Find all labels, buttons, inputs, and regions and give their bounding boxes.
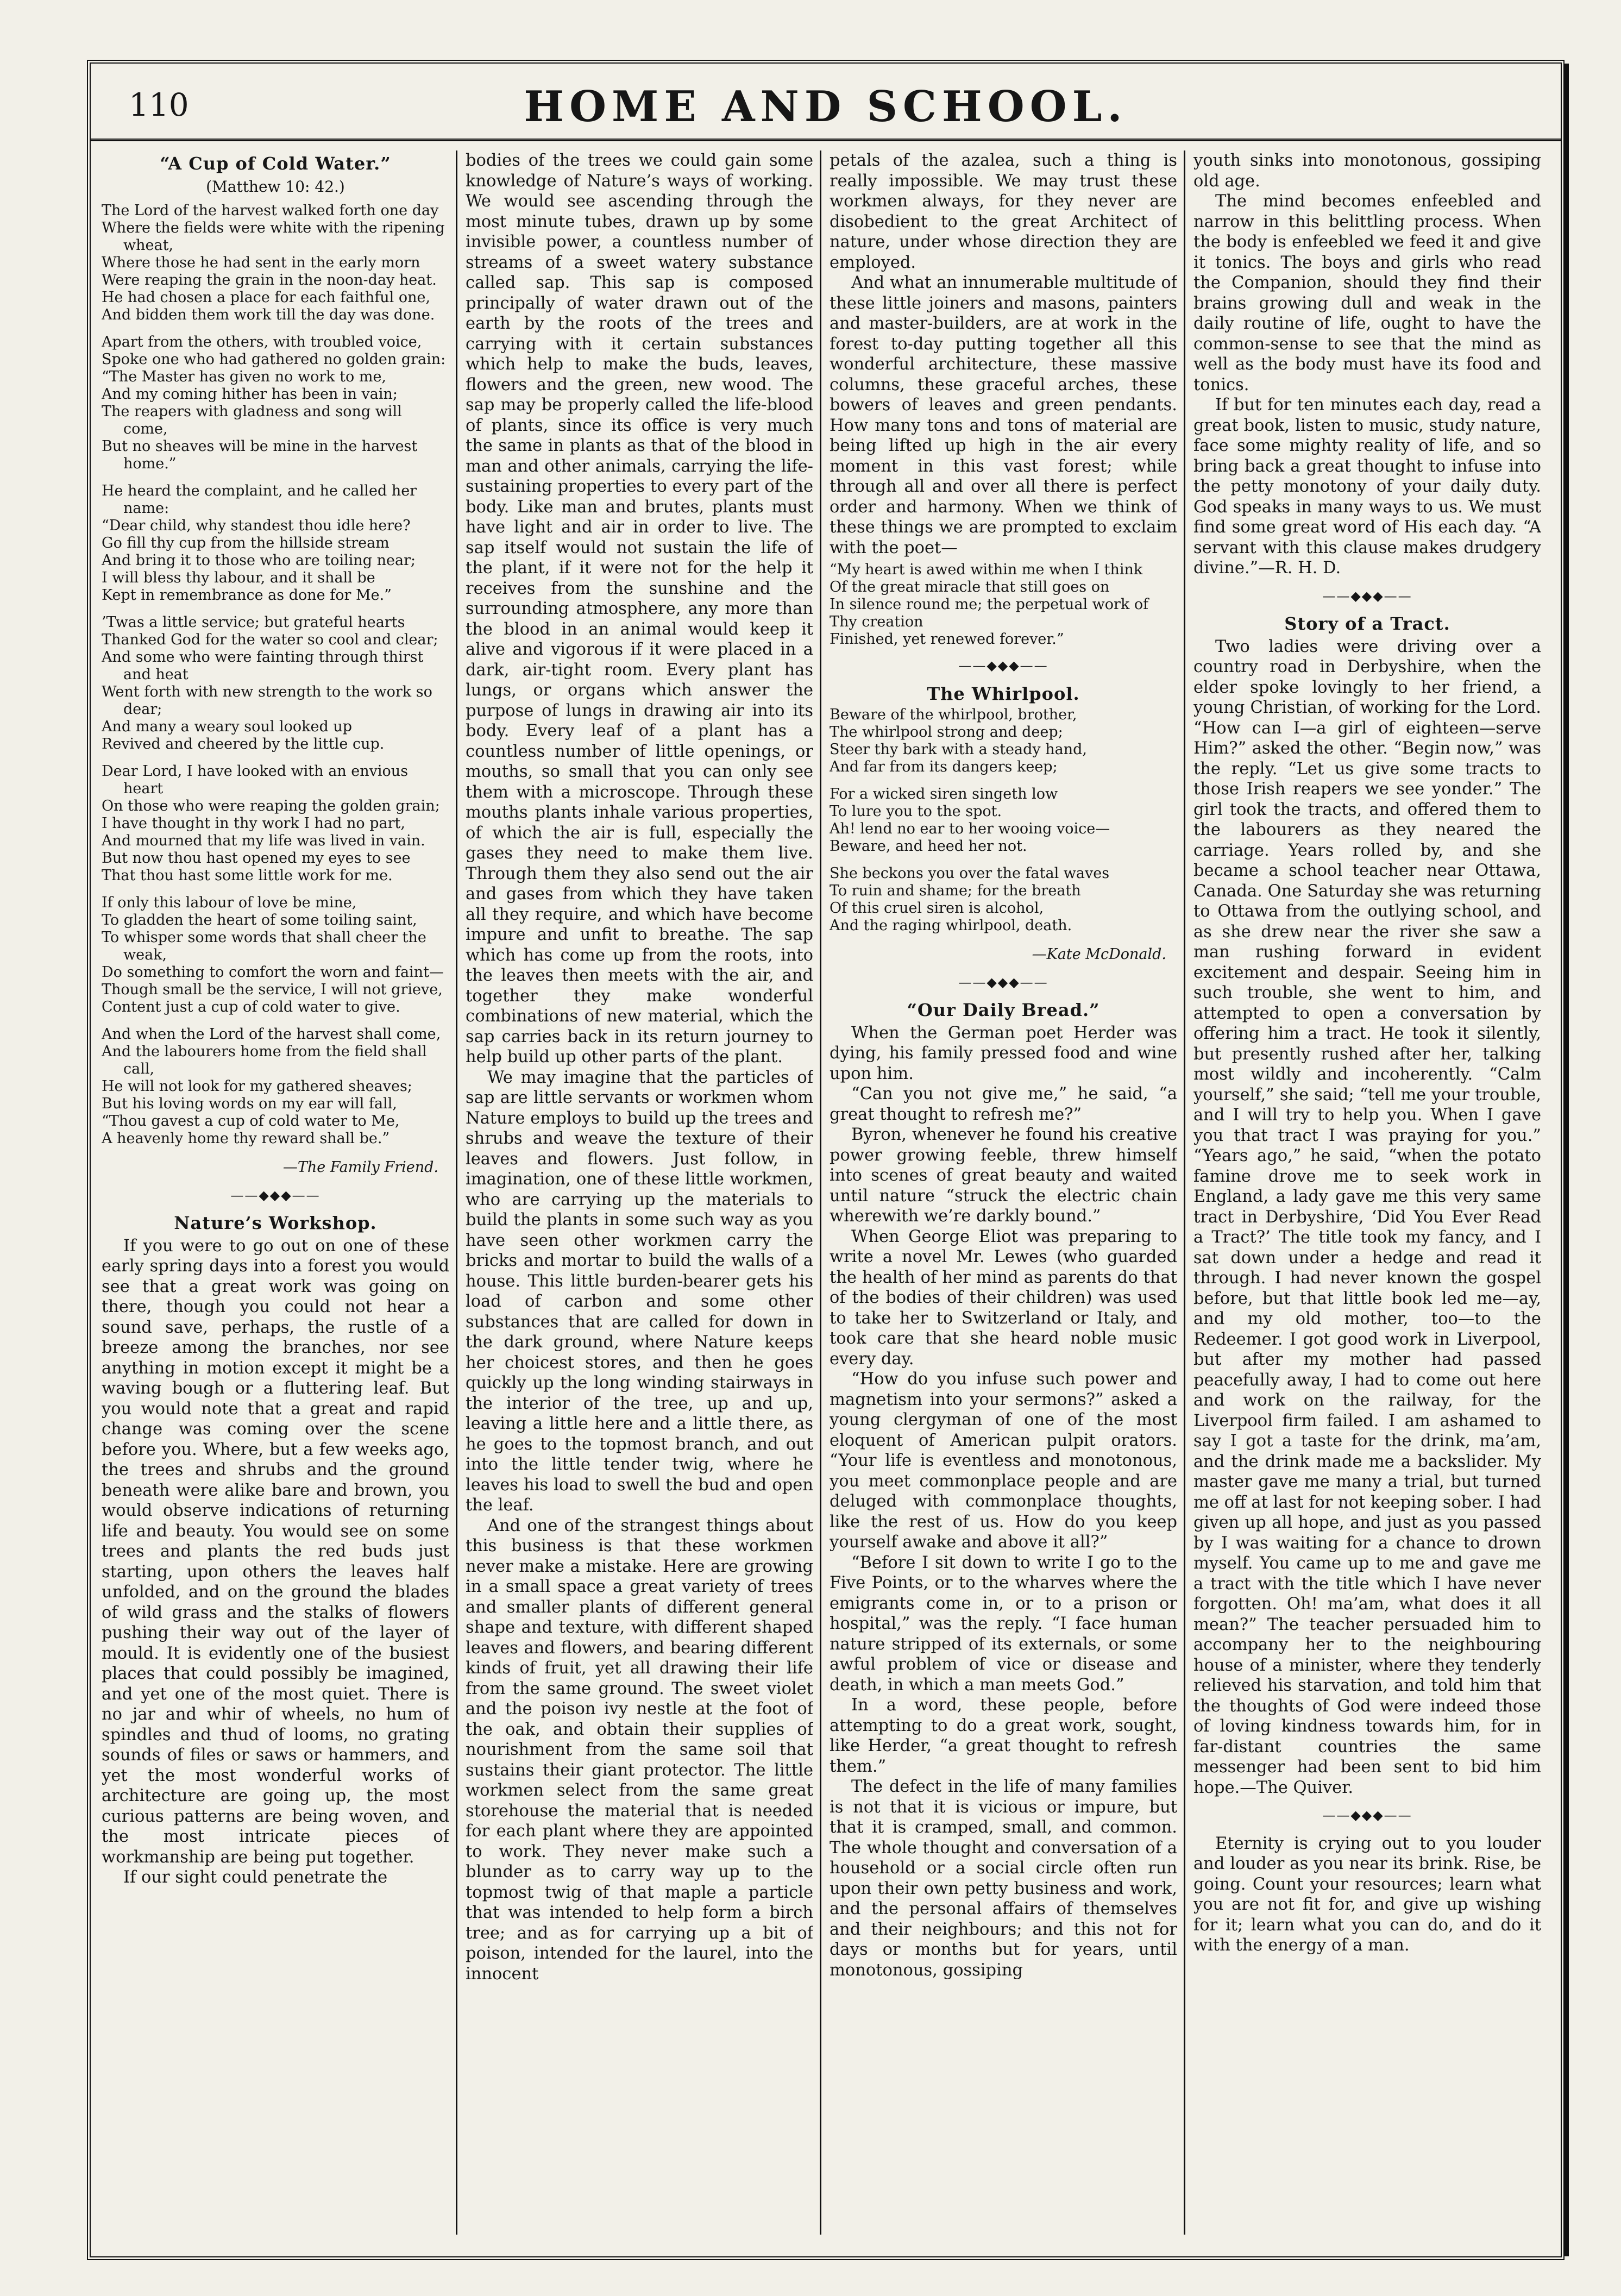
poem-stanza [102, 202, 449, 324]
poem-line: Thanked God for the water so cool and clear; [102, 631, 438, 648]
poem-stanza [830, 706, 1177, 776]
poem-stanza [830, 786, 1177, 855]
section-divider: ——◆◆◆—— [1322, 588, 1412, 604]
poem-line: “The Master has given no work to me, [102, 368, 387, 385]
poem-line: Dear Lord, I have looked with an envious heart [102, 763, 409, 797]
column-rule [1184, 150, 1185, 2235]
poem-line: On those who were reaping the golden grain; [102, 798, 440, 814]
poem-line: Were reaping the grain in the noon-day heat. [102, 272, 437, 288]
article-paragraph: When George Eliot was preparing to write a novel Mr. Lewes (who guarded the health of her mind as parents do that of the bodies of their children) was used to take her to Switzerland or Italy, and took care that she heard noble music every day. [830, 1227, 1177, 1369]
adjacent-page-edge [1565, 64, 1585, 2256]
article-paragraph: We may imagine that the particles of sap are little servants or workmen whom Nature employs to build up the trees and shrubs and weave the texture of their leaves and flowers. Just follow, in imagination, one of these little workmen, who are carrying up the materials to build the plants in some such way as you have seen other workmen carry the bricks and mortar to build the walls of a house. This little burden-bearer gets his load of carbon and some other substances that are called for down in the dark ground, where Nature keeps her choicest stores, and then he goes quickly up the long winding stairways in the interior of the tree, up and up, leaving a little here and a little there, as he goes to the topmost branch, and out into the little tender twig, where he leaves his load to swell the bud and open the leaf. [466, 1068, 813, 1515]
section-divider: ——◆◆◆—— [230, 1187, 321, 1203]
poem-title: “A Cup of Cold Water.” [160, 153, 391, 174]
poem-line: She beckons you over the fatal waves [830, 865, 1110, 882]
article-paragraph: youth sinks into monotonous, gossiping old age. [1193, 151, 1541, 191]
quote-line: In silence round me; the perpetual work of [830, 596, 1149, 613]
article-body [830, 1023, 1177, 1981]
poem-line: Ah! lend no ear to her wooing voice— [830, 820, 1110, 837]
article-paragraph: Byron, whenever he found his creative power growing feeble, threw himself into scenes of great beauty and waited until nature “struck the electric chain wherewith we’re darkly bound.” [830, 1125, 1177, 1226]
column-rule [820, 150, 821, 2235]
poem-line: If only this labour of love be mine, [102, 894, 357, 911]
poem-line: And some who were fainting through thirst and heat [102, 649, 424, 683]
poem-line: And bidden them work till the day was done. [102, 306, 435, 323]
poem-line: Though small be the service, I will not grieve, [102, 981, 443, 998]
poem-line: And far from its dangers keep; [830, 758, 1058, 775]
poem-stanza [102, 894, 449, 1016]
poem-line: Steer thy bark with a steady hand, [830, 741, 1087, 758]
poem-stanza [830, 865, 1177, 934]
poem-stanza [102, 614, 449, 753]
article-paragraph: bodies of the trees we could gain some knowledge of Nature’s ways of working. We would see ascending through the most minute tubes, drawn up by some invisible power, a countless number of streams of a sweet watery substance called sap. This sap is composed principally of water drawn out of the earth by the roots of the trees and carrying with it certain substances which help to make the buds, leaves, flowers and the green, new wood. The sap may be properly called the life-blood of plants, since its office is very much the same in plants as that of the blood in man and other animals, carrying the life-sustaining properties to every part of the body. Like man and brutes, plants must have light and air in order to live. The sap itself would not sustain the life of the plant, if it were not for the help it receives from the sunshine and the surrounding atmosphere, any more than the blood in an animal would keep it alive and vigorous if it were placed in a dark, air-tight room. Every plant has lungs, or organs which answer the purpose of lungs in drawing air into its body. Every leaf of a plant has a countless number of little openings, or mouths, so small that you can only see them with a microscope. Through these mouths plants inhale various properties, of which the air is full, especially the gases they need to make them live. Through them they also send out the air and gases from which they have taken all they require, and which have become impure and unfit to breathe. The sap which has come up from the roots, into the leaves then meets with the air, and together they make wonderful combinations of new material, which the sap carries back in its return journey to help build up other parts of the plant. [466, 151, 813, 1067]
column-2 [466, 150, 813, 2215]
poem-line: Content just a cup of cold water to give. [102, 999, 400, 1015]
poem-line: Where the fields were white with the ripening wheat, [102, 219, 445, 254]
poem-line: Where those he had sent in the early morn [102, 254, 420, 271]
poem-line: And the labourers home from the field shall call, [102, 1043, 427, 1077]
poem-line: The Lord of the harvest walked forth one day [102, 202, 439, 219]
article-paragraph: “Can you not give me,” he said, “a great thought to refresh me?” [830, 1084, 1177, 1124]
column-4 [1193, 150, 1541, 2215]
poem-line: And mourned that my life was lived in vain. [102, 832, 425, 849]
article-paragraph: In a word, these people, before attempting to do a great work, sought, like Herder, “a great thought to refresh them.” [830, 1696, 1177, 1776]
poem-source: —Kate McDonald. [1032, 946, 1166, 963]
article-paragraph: And one of the strangest things about this business is that these workmen never make a mistake. Here are growing in a small space a great variety of trees and smaller plants of different general shape and texture, with different shaped leaves and flowers, and bearing different kinds of fruit, yet all drawing their life from the same ground. The sweet violet and the poison ivy nestle at the foot of the oak, and obtain their supplies of nourishment from the same soil that sustains their giant protector. The little workmen select from the same great storehouse the material that is needed for each plant where they are appointed to work. They never make such a blunder as to carry way up to the topmost twig of that maple a particle that was intended to help form a birch tree; and as for carrying up a bit of poison, intended for the laurel, into the innocent [466, 1516, 813, 1984]
poem-line: The whirlpool strong and deep; [830, 724, 1063, 741]
poem-line: But no sheaves will be mine in the harvest home.” [102, 438, 418, 472]
poem-line: That thou hast some little work for me. [102, 867, 393, 884]
article-paragraph: If you were to go out on one of these early spring days into a forest you would see that a great work was going on there, though you could not hear a sound save, perhaps, the rustle of a breeze among the branches, nor see anything in motion except it might be a waving bough or a fluttering leaf. But you would note that a great and rapid change was coming over the scene before you. Where, but a few weeks ago, the trees and shrubs and the ground beneath were alike bare and brown, you would observe indications of returning life and beauty. You would see on some trees and plants the red buds just starting, upon others the leaves half unfolded, and on the ground the blades of wild grass and the stalks of flowers pushing their way out of the layer of mould. It is evidently one of the busiest places that could possibly be imagined, and yet one of the most quiet. There is no jar and whir of wheels, no hum of spindles and thud of looms, no grating sounds of files or saws or hammers, and yet the most wonderful works of architecture are going up, the most curious patterns are being woven, and the most intricate pieces of workmanship are being put together. [102, 1236, 449, 1867]
poem-stanza [102, 482, 449, 604]
article-title: “Our Daily Bread.” [907, 1000, 1100, 1020]
poem-line: Spoke one who had gathered no golden grain: [102, 351, 446, 368]
section-divider: ——◆◆◆—— [958, 974, 1048, 990]
quote-line: Finished, yet renewed forever.” [830, 631, 1064, 648]
poem-line: And many a weary soul looked up [102, 718, 353, 735]
poem-stanza [102, 1026, 449, 1147]
poem-reference: (Matthew 10: 42.) [206, 177, 345, 196]
poem-line: Went forth with new strength to the work so dear; [102, 683, 432, 718]
poem-line: Kept in remembrance as done for Me.” [102, 587, 392, 604]
poem-line: But now thou hast opened my eyes to see [102, 850, 411, 867]
poem-line: The reapers with gladness and song will come, [102, 403, 402, 437]
article-paragraph: “Before I sit down to write I go to the Five Points, or to the wharves where the emigrants come in, or to a prison or hospital,” was the reply. “I face human nature stripped of its externals, or some awful problem of vice or disease and death, in which a man meets God.” [830, 1553, 1177, 1695]
poem-line: But his loving words on my ear will fall, [102, 1095, 397, 1112]
page-header [91, 79, 1561, 141]
article-paragraph: And what an innumerable multitude of these little joiners and masons, painters and master-builders, are at work in the forest to-day putting together all this wonderful architecture, these massive columns, these graceful arches, these bowers of leaves and green pendants. How many tons and tons of material are being lifted up high in the air every moment in this vast forest; while through all and over all there is perfect order and harmony. When we think of these things we are prompted to exclaim with the poet— [830, 273, 1177, 557]
article-paragraph: The defect in the life of many families is not that it is vicious or impure, but that it is cramped, small, and common. The whole thought and conversation of a household or a social circle often run upon their own petty business and work, and the personal affairs of themselves and their neighbours; and this not for days or months but for years, until monotonous, gossiping [830, 1777, 1177, 1980]
poem [102, 202, 449, 1147]
article-paragraph: “How do you infuse such power and magnetism into your sermons?” asked a young clergyman of one of the most eloquent of American pulpit orators. “Your life is eventless and monotonous, you meet commonplace people and are deluged with commonplace thoughts, like the rest of us. How do you keep yourself awake and above it all?” [830, 1370, 1177, 1552]
poem-line: Apart from the others, with troubled voice, [102, 334, 422, 350]
poem [830, 706, 1177, 934]
newspaper-page [87, 60, 1565, 2260]
section-divider: ——◆◆◆—— [958, 658, 1048, 673]
poem-line: To ruin and shame; for the breath [830, 882, 1081, 899]
article-title: Story of a Tract. [1284, 613, 1450, 634]
poem-source: —The Family Friend. [282, 1159, 438, 1176]
poem-line: “Dear child, why standest thou idle here? [102, 517, 411, 534]
section-divider: ——◆◆◆—— [1322, 1808, 1412, 1823]
poem-line: Do something to comfort the worn and faint— [102, 964, 444, 981]
poem-line: ’Twas a little service; but grateful hearts [102, 614, 405, 631]
poem-line: To lure you to the spot. [830, 803, 1002, 820]
poem-line: Go fill thy cup from the hillside stream [102, 535, 389, 551]
quote-line: Of the great miracle that still goes on [830, 579, 1110, 595]
poem-line: Of this cruel siren is alcohol, [830, 900, 1044, 917]
poem-stanza [102, 763, 449, 884]
article-paragraph: When the German poet Herder was dying, his family pressed food and wine upon him. [830, 1023, 1177, 1083]
poem-line: Revived and cheered by the little cup. [102, 736, 385, 752]
poem-line: He heard the complaint, and he called her name: [102, 482, 417, 517]
poem-line: “Thou gavest a cup of cold water to Me, [102, 1113, 400, 1130]
poem-line: Beware, and heed her not. [830, 838, 1027, 855]
article-paragraph: The mind becomes enfeebled and narrow in this belittling process. When the body is enfeebled we feed it and give it tonics. The boys and girls who read the Companion, should they find their brains growing dull and weak in the daily routine of life, ought to have the common-sense to see that the mind as well as the body must have its food and tonics. [1193, 192, 1541, 394]
poem-line: For a wicked siren singeth low [830, 786, 1058, 802]
article-paragraph: If our sight could penetrate the [123, 1868, 388, 1887]
column-3 [830, 150, 1177, 2215]
poem-line: To whisper some words that shall cheer the weak, [102, 929, 426, 963]
article-paragraph: Eternity is crying out to you louder and louder as you near its brink. Rise, be going. Count your resources; learn what you are not fit for, and give up wishing for it; learn what you can do, and do it with the energy of a man. [1193, 1834, 1541, 1955]
poem-title: The Whirlpool. [927, 683, 1080, 704]
poem-line: Beware of the whirlpool, brother, [830, 706, 1077, 723]
poem-line: He had chosen a place for each faithful one, [102, 289, 431, 306]
article-paragraph: If but for ten minutes each day, read a great book, listen to music, study nature, face some mighty reality of life, and so bring back a great thought to infuse into the petty monotony of your daily duty. God speaks in many ways to us. We must find some great word of His each day. “A servant with this clause makes drudgery divine.”—R. H. D. [1193, 396, 1541, 578]
poem-line: And bring it to those who are toiling near; [102, 552, 416, 569]
poem-stanza [102, 334, 449, 473]
article-paragraph: petals of the azalea, such a thing is really impossible. We may trust these workmen always, for they never are disobedient to the great Architect of nature, under whose direction they are employed. [830, 151, 1177, 272]
poem-line: And my coming hither has been in vain; [102, 386, 398, 403]
poem-quote [830, 561, 1177, 648]
quote-line: “My heart is awed within me when I think [830, 561, 1143, 578]
article-paragraph: Two ladies were driving over a country road in Derbyshire, when the elder spoke lovingly to her friend, a young Christian, of working for the Lord. “How can I—a girl of eighteen—serve Him?” asked the other. “Begin now,” was the reply. “Let us give some tracts to those Irish reapers we see yonder.” The girl took the tracts, and offered them to the labourers as they neared the carriage. Years rolled by, and she became a school teacher near Ottawa, Canada. One Saturday she was returning to Ottawa from the outlying school, and as she drew near the river she saw a man rushing forward in evident excitement and despair. Seeing him in such trouble, she went to him, and attempted to open a conversation by offering him a tract. He took it silently, but presently rushed after her, talking most wildly and incoherently. “Calm yourself,” she said; “tell me your trouble, and I will try to help you. When I gave you that tract I was praying for you.” “Years ago,” he said, “when the potato famine drove me to seek work in England, a lady gave me this very same tract in Derbyshire, ‘Did You Ever Read a Tract?’ The title took my fancy, and I sat down under a hedge and read it through. I had never known the gospel before, but that little book led me—ay, and my old mother, too—to the Redeemer. I got good work in Liverpool, but after my mother had passed peacefully away, I had to come out here and work on the railway, for the Liverpool firm failed. I am ashamed to say I got a taste for the drink, ma’am, and the drink made me a backslider. My master gave me many a trial, but turned me off at last for not keeping sober. I had given up all hope, and just as you passed by I was waiting for a chance to drown myself. You came up to me and gave me a tract with the title which I have never forgotten. Oh! ma’am, what does it all mean?” The teacher persuaded him to accompany her to the neighbouring house of a minister, where they tenderly relieved his starvation, and told him that the thoughts of God were indeed those of loving kindness towards him, for in far-distant countries the same messenger had been sent to bid him hope.—The Quiver. [1193, 637, 1541, 1797]
poem-line: To gladden the heart of some toiling saint, [102, 912, 417, 929]
article-title: Nature’s Workshop. [174, 1213, 377, 1233]
poem-line: He will not look for my gathered sheaves; [102, 1078, 412, 1095]
poem-line: A heavenly home thy reward shall be.” [102, 1130, 390, 1147]
poem-line: And when the Lord of the harvest shall come, [102, 1026, 441, 1043]
column-rule [456, 150, 457, 2235]
poem-line: And the raging whirlpool, death. [830, 917, 1072, 934]
poem-line: I will bless thy labour, and it shall be [102, 569, 375, 586]
column-1 [102, 150, 449, 2215]
poem-line: I have thought in thy work I had no part, [102, 815, 405, 832]
masthead: HOME AND SCHOOL. [524, 82, 1128, 131]
page-number: 110 [129, 86, 189, 123]
quote-line: Thy creation [830, 613, 923, 630]
